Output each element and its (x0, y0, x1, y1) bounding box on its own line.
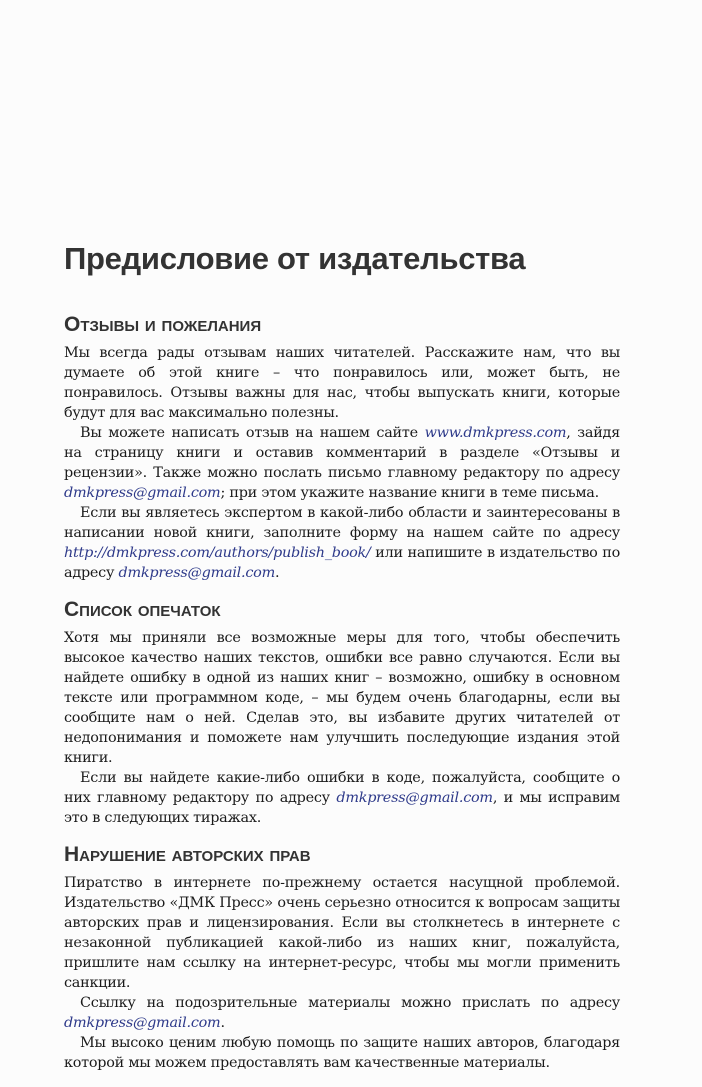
text-run: Вы можете написать отзыв на нашем сайте (80, 425, 425, 441)
feedback-paragraph-2 (64, 423, 620, 503)
text-run: , зайдя на страницу книги и оставив комментарий в разделе «Отзывы и рецензии». Также можно послать письмо главному редактору по адресу (64, 425, 620, 481)
text-run: , и мы исправим это в следующих тиражах. (64, 790, 620, 826)
text-run: Если вы найдете какие-либо ошибки в коде, пожалуйста, сообщите о них главному редактору по адресу (64, 770, 620, 806)
publish-book-link[interactable]: http://dmkpress.com/authors/publish_book/ (64, 545, 371, 561)
text-run: Ссылку на подозрительные материалы можно прислать по адресу (80, 995, 620, 1011)
feedback-paragraph-1: Мы всегда рады отзывам наших читателей. Расскажите нам, что вы думаете об этой книге – что понравилось или, может быть, не понравилось. Отзывы важны для нас, чтобы выпускать книги, которые будут для вас максимально полезны. (64, 345, 620, 421)
text-run: Если вы являетесь экспертом в какой-либо области и заинтересованы в написании новой книги, заполните форму на нашем сайте по адресу (64, 505, 620, 541)
text-run: . (274, 565, 280, 581)
text-run: ; при этом укажите название книги в теме письма. (220, 485, 599, 501)
section-piracy (64, 842, 620, 1073)
email-link[interactable]: dmkpress@gmail.com (118, 565, 275, 581)
email-link[interactable]: dmkpress@gmail.com (336, 790, 493, 806)
errata-paragraph-1: Хотя мы приняли все возможные меры для того, чтобы обеспечить высокое качество наших текстов, ошибки все равно случаются. Если вы найдете ошибку в одной из наших книг – возможно, ошибку в основном тексте или программном коде, – мы будем очень благодарны, если вы сообщите нам о ней. Сделав это, вы избавите других читателей от недопонимания и поможете нам улучшить последующие издания этой книги. (64, 630, 620, 766)
text-run: . (220, 1015, 225, 1031)
text-run: или напишите в издательство по адресу (64, 545, 620, 581)
section-heading-errata: Список опечаток (64, 598, 221, 621)
section-heading-piracy: Нарушение авторских прав (64, 843, 311, 866)
errata-paragraph-2 (64, 768, 620, 828)
section-heading-feedback: Отзывы и пожелания (64, 313, 262, 336)
chapter-title: Предисловие от издательства (64, 241, 526, 276)
email-link[interactable]: dmkpress@gmail.com (64, 1015, 221, 1031)
piracy-paragraph-3: Мы высоко ценим любую помощь по защите наших авторов, благодаря которой мы можем предоставлять вам качественные материалы. (64, 1035, 620, 1071)
feedback-paragraph-3 (64, 503, 620, 583)
section-feedback (64, 312, 620, 583)
section-errata (64, 597, 620, 828)
email-link[interactable]: dmkpress@gmail.com (64, 485, 221, 501)
piracy-paragraph-1: Пиратство в интернете по-прежнему остается насущной проблемой. Издательство «ДМК Пресс» очень серьезно относится к вопросам защиты авторских прав и лицензирования. Если вы столкнетесь в интернете с незаконной публикацией какой-либо из наших книг, пожалуйста, пришлите нам ссылку на интернет-ресурс, чтобы мы могли применить санкции. (64, 875, 620, 991)
website-link[interactable]: www.dmkpress.com (424, 425, 567, 441)
piracy-paragraph-2 (64, 993, 620, 1033)
page-content (64, 240, 620, 1087)
